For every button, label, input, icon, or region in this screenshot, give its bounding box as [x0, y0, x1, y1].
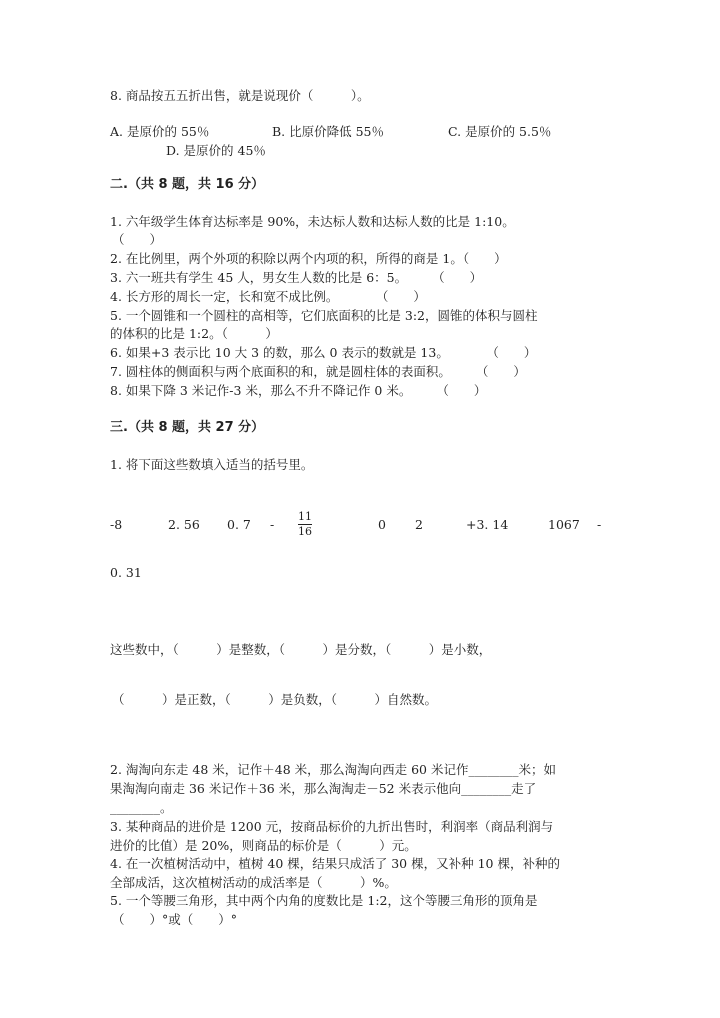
section-3-header: 三.（共 8 题，共 27 分）: [110, 420, 265, 435]
number-item: 0: [378, 517, 386, 532]
s2-line: 2. 在比例里，两个外项的积除以两个内项的积，所得的商是 1。（ ）: [110, 251, 507, 266]
number-item: +3. 14: [466, 517, 509, 532]
s2-line: 7. 圆柱体的侧面积与两个底面积的和，就是圆柱体的表面积。 （ ）: [110, 364, 526, 379]
s3-line: 全部成活，这次植树活动的成活率是（ ）%。: [110, 875, 397, 890]
s3-line: 进价的比值）是 20%，则商品的标价是（ ）元。: [110, 838, 417, 853]
s2-line: 5. 一个圆锥和一个圆柱的高相等，它们底面积的比是 3:2，圆锥的体积与圆柱: [110, 308, 538, 323]
s2-line: 4. 长方形的周长一定，长和宽不成比例。 （ ）: [110, 289, 426, 304]
s2-line: 1. 六年级学生体育达标率是 90%，未达标人数和达标人数的比是 1:10。: [110, 214, 515, 229]
question-8: 8. 商品按五五折出售，就是说现价（ ）。: [110, 88, 370, 103]
number-item: 2: [415, 517, 423, 532]
fraction-numerator: 11: [298, 510, 312, 523]
fill-line-2: （ ）是正数，（ ）是负数，（ ）自然数。: [112, 692, 438, 707]
option-a: A. 是原价的 55％: [110, 124, 210, 139]
option-d: D. 是原价的 45％: [166, 143, 266, 158]
fraction: [298, 511, 312, 538]
s3-line: 4. 在一次植树活动中，植树 40 棵，结果只成活了 30 棵，又补种 10 棵，补种的: [110, 856, 560, 871]
s3-line: 2. 淘淘向东走 48 米，记作＋48 米，那么淘淘向西走 60 米记作________米；如: [110, 762, 556, 777]
number-item: -8: [110, 517, 123, 532]
s2-line: 3. 六一班共有学生 45 人，男女生人数的比是 6：5。 （ ）: [110, 270, 483, 285]
s3-line: 果淘淘向南走 36 米记作＋36 米，那么淘淘走－52 米表示他向________走了: [110, 781, 537, 796]
number-item: -: [597, 517, 602, 532]
number-item: 0. 7: [227, 517, 251, 532]
section-2-header: 二.（共 8 题，共 16 分）: [110, 177, 265, 192]
s2-line: 8. 如果下降 3 米记作-3 米，那么不升不降记作 0 米。 （ ）: [110, 383, 487, 398]
s2-line: 的体积的比是 1:2。（ ）: [110, 326, 278, 341]
s3-line: 3. 某种商品的进价是 1200 元，按商品标价的九折出售时，利润率（商品利润与: [110, 819, 554, 834]
fraction-denominator: 16: [298, 525, 312, 538]
s3-line: ________。: [110, 800, 173, 815]
s2-line: （ ）: [112, 232, 163, 247]
option-b: B. 比原价降低 55％: [272, 124, 385, 139]
number-item: 2. 56: [168, 517, 200, 532]
s2-line: 6. 如果+3 表示比 10 大 3 的数，那么 0 表示的数就是 13。 （ ）: [110, 345, 537, 360]
s3-line: （ ）°或（ ）°: [112, 912, 238, 927]
number-item: -: [270, 517, 275, 532]
s3-question-1: 1. 将下面这些数填入适当的括号里。: [110, 457, 314, 472]
option-c: C. 是原价的 5.5％: [448, 124, 552, 139]
s3-line: 5. 一个等腰三角形，其中两个内角的度数比是 1:2，这个等腰三角形的顶角是: [110, 893, 538, 908]
number-item: 1067: [548, 517, 580, 532]
fill-line-1: 这些数中，（ ）是整数，（ ）是分数，（ ）是小数，: [110, 642, 492, 657]
number-item: 0. 31: [110, 565, 142, 580]
